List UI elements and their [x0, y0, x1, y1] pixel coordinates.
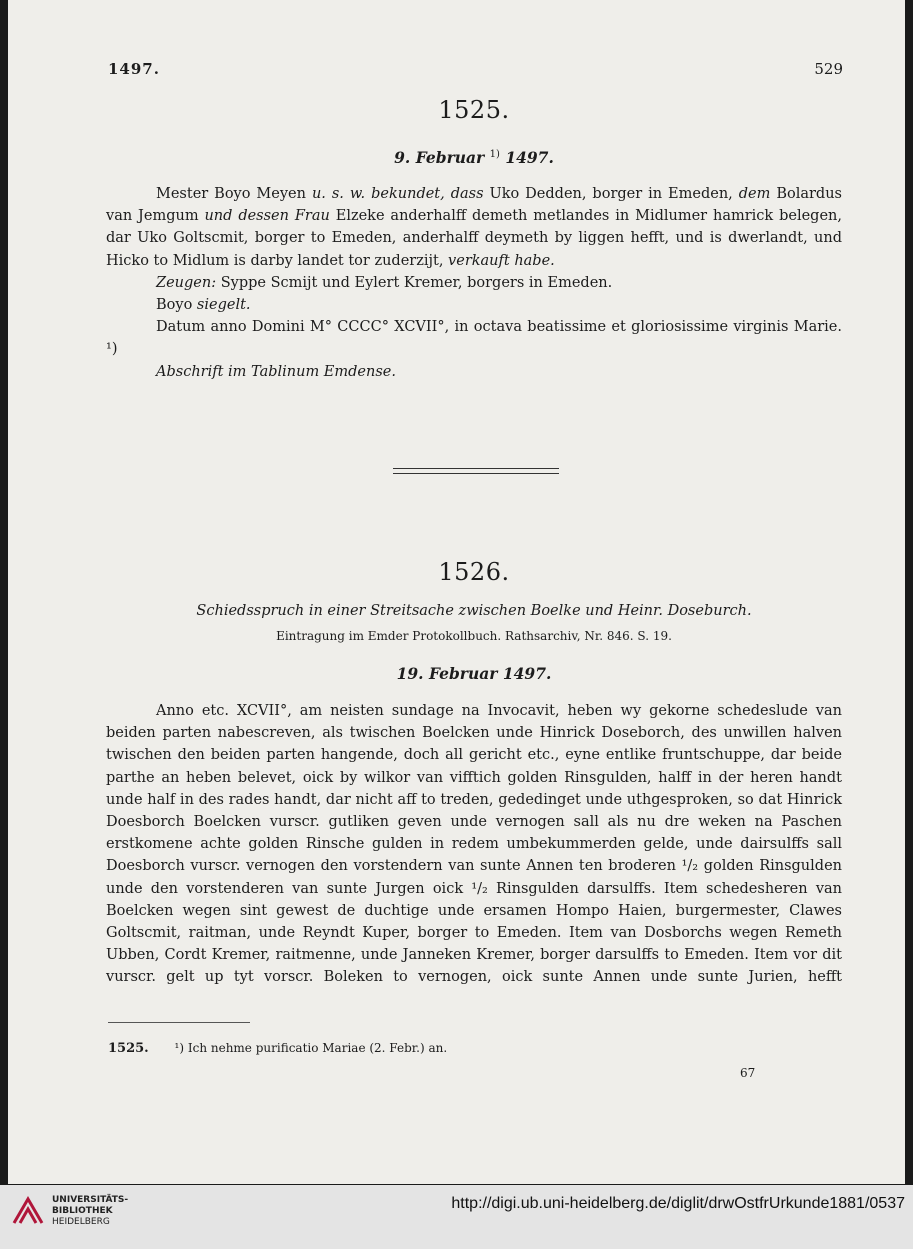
document-date-1525 [106, 148, 842, 167]
date-year: 1497. [505, 148, 554, 167]
text-run: verkauft habe. [448, 252, 555, 269]
date-footnote-marker: 1) [489, 148, 500, 160]
date-day-month: 9. Februar [394, 148, 485, 167]
paragraph-body: Anno etc. XCVII°, am neisten sundage na Invocavit, heben wy gekorne schedeslude van beiden parten nabescreven, als twischen Boelcken unde Hinrick Doseborch, des unwillen halven twischen den beiden parten hangende, doch all gericht etc., eyne entlike fruntschuppe, dar beide parthe an heben belevet, oick by wilkor van vifftich golden Rinsgulden, halff in der heren handt unde half in des rades handt, dar nicht aff to treden, gededinget unde uthgesproken, so dat Hinrick Doesborch Boelcken vurscr. gutliken geven unde vernogen sall als nu dre weken na Paschen erstkomene achte golden Rinsche gulden in redem umbekummerden gelde, unde dairsulffs sall Doesborch vurscr. vernogen den vorstendern van sunte Annen ten broderen ¹/₂ golden Rinsgulden unde den vorstenderen van sunte Jurgen oick ¹/₂ Rinsgulden darsulffs. Item schedesheren van Boelcken wegen sint gewest de duchtige unde ersamen Hompo Haien, burgermester, Clawes Goltscmit, raitman, unde Reyndt Kuper, borger to Emeden. Item van Dosborchs wegen Remeth Ubben, Cordt Kremer, raitmenne, unde Janneken Kremer, borger darsulffs to Emeden. Item vor dit vurscr. gelt up tyt vorscr. Boleken to vernogen, oick sunte Annen unde sunte Jurien, hefft [106, 703, 842, 986]
viewer-footer [0, 1185, 913, 1249]
text-run: und dessen Frau [204, 208, 330, 225]
paragraph-1 [106, 183, 842, 272]
signature-mark: 67 [740, 1066, 756, 1080]
permalink-url[interactable]: http://digi.ub.uni-heidelberg.de/diglit/drwOstfrUrkunde1881/0537 [451, 1195, 905, 1212]
document-body-1525 [106, 183, 842, 383]
text-run: Zeugen: [156, 274, 217, 291]
library-name: UNIVERSITÄTS- BIBLIOTHEK HEIDELBERG [52, 1195, 129, 1227]
text-run: siegelt. [196, 297, 251, 314]
library-logo-icon [10, 1193, 46, 1229]
text-run: Mester Boyo Meyen [156, 186, 312, 202]
paragraph-source: Abschrift im Tablinum Emdense. [156, 363, 396, 380]
page-number: 529 [814, 60, 843, 78]
footnote-text: ¹) Ich nehme purificatio Mariae (2. Febr.) an. [174, 1041, 448, 1055]
paragraph-datum: Datum anno Domini M° CCCC° XCVII°, in octava beatissime et gloriosissime virginis Marie. ¹) [106, 319, 842, 358]
document-source-1526: Eintragung im Emder Protokollbuch. Rathsarchiv, Nr. 846. S. 19. [276, 629, 672, 643]
running-header-year: 1497. [108, 60, 160, 78]
text-run: Elzeke anderhalff demeth metlandes in Midlumer hamrick belegen, dar Uko Goltscmit, borger to Emeden, anderhalff deymeth by liggen hefft, und is dwerlandt, und Hicko to Midlum is darby landet tor zuderzijt, [106, 208, 842, 269]
document-subtitle-1526: Schiedsspruch in einer Streitsache zwischen Boelke und Heinr. Doseburch. [196, 603, 752, 619]
footnote [108, 1041, 848, 1056]
document-date-1526: 19. Februar 1497. [396, 664, 552, 683]
footnote-key: 1525. [108, 1041, 149, 1056]
paragraph-witnesses [106, 272, 842, 294]
text-run: u. s. w. bekundet, dass [311, 186, 484, 202]
text-run: Boyo [156, 297, 197, 314]
section-divider [393, 468, 559, 474]
document-body-1526 [106, 700, 842, 989]
text-run: Bolardus van Jemgum [106, 186, 842, 225]
paragraph-seal [106, 294, 842, 316]
footnote-rule [108, 1022, 250, 1023]
document-page [8, 0, 905, 1184]
text-run: dem [738, 186, 771, 202]
document-number-1526: 1526. [438, 558, 510, 586]
text-run: Syppe Scmijt und Eylert Kremer, borgers in Emeden. [216, 274, 613, 291]
text-run: Uko Dedden, borger in Emeden, [483, 186, 739, 202]
document-number-1525: 1525. [438, 96, 510, 124]
